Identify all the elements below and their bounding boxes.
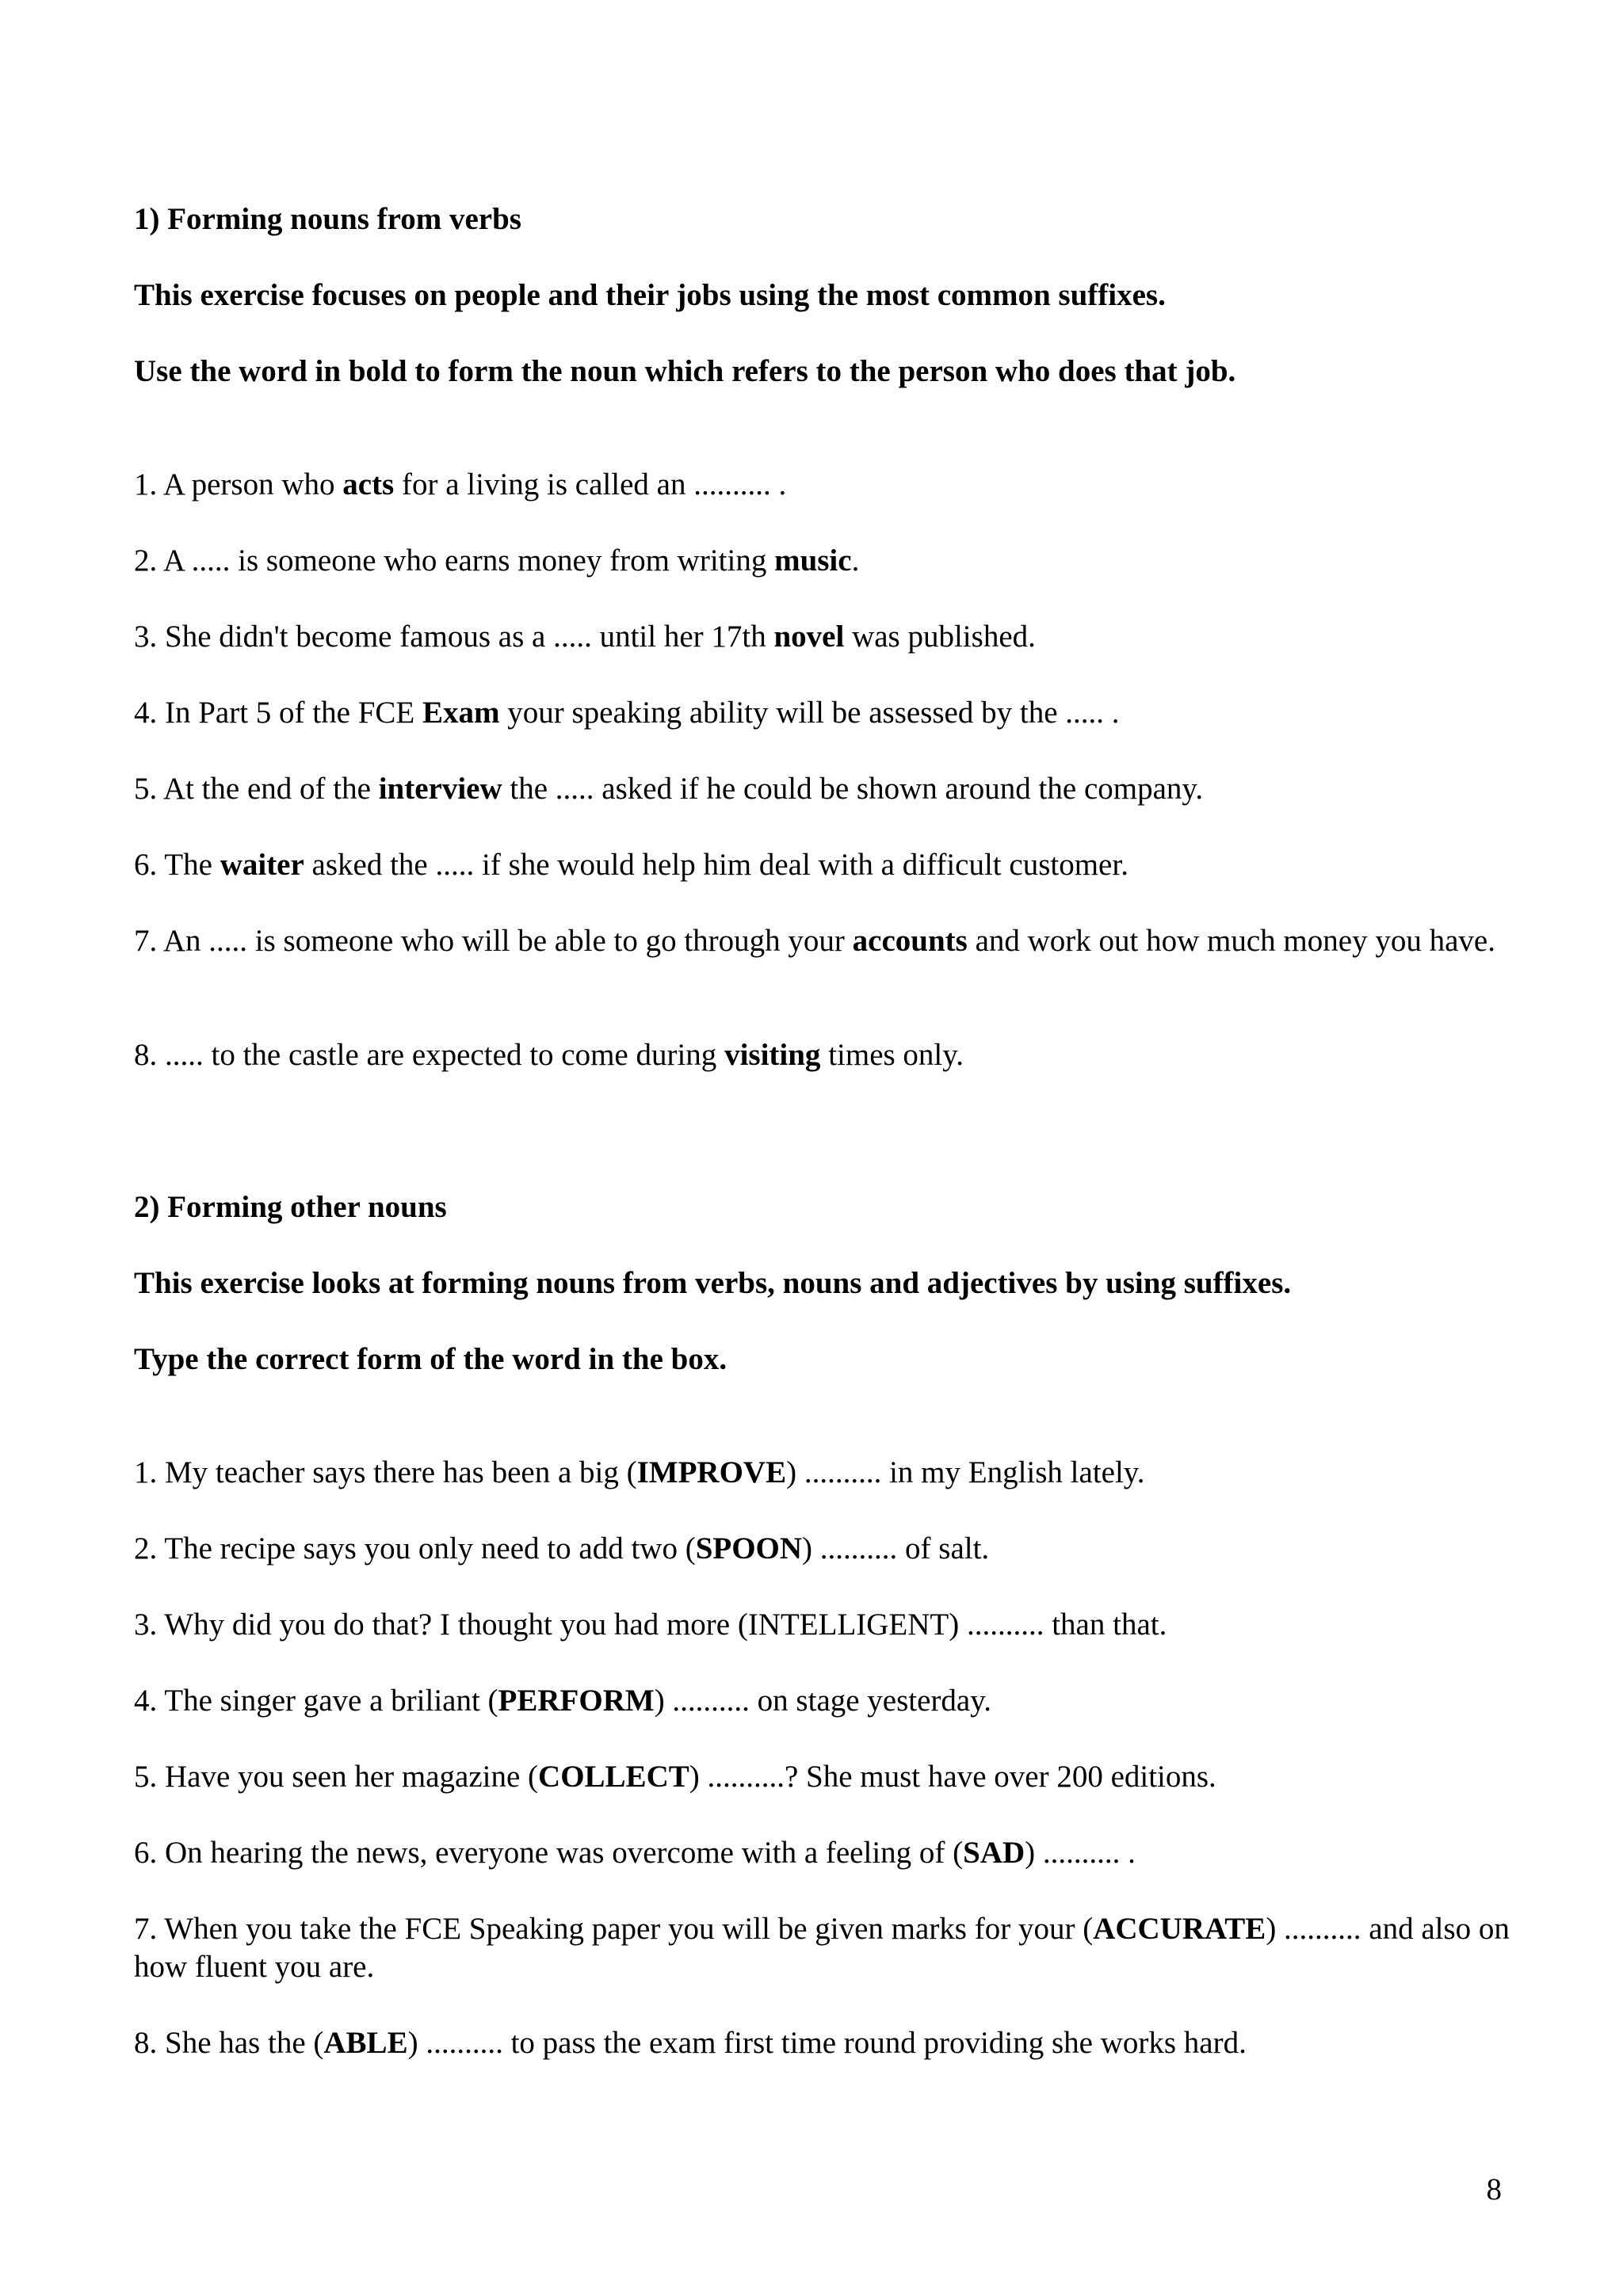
section1-item-4: 4. In Part 5 of the FCE Exam your speaking ability will be assessed by the ..... . bbox=[134, 696, 1120, 730]
section2-item-3: 3. Why did you do that? I thought you had more (INTELLIGENT) .......... than that. bbox=[134, 1608, 1167, 1642]
section2-instruction-2: Type the correct form of the word in the box. bbox=[134, 1342, 727, 1376]
section2-heading: 2) Forming other nouns bbox=[134, 1190, 447, 1224]
section1-item-6: 6. The waiter asked the ..... if she would help him deal with a difficult customer. bbox=[134, 848, 1128, 882]
section1-item-7: 7. An ..... is someone who will be able to go through your accounts and work out how much money you have. bbox=[134, 924, 1495, 958]
section2-item-5: 5. Have you seen her magazine (COLLECT) ..........? She must have over 200 editions. bbox=[134, 1760, 1216, 1794]
section2-item-2: 2. The recipe says you only need to add two (SPOON) .......... of salt. bbox=[134, 1531, 990, 1566]
page-number: 8 bbox=[1486, 2172, 1502, 2206]
section2-item-6: 6. On hearing the news, everyone was overcome with a feeling of (SAD) .......... . bbox=[134, 1836, 1136, 1870]
section1-item-8: 8. ..... to the castle are expected to come during visiting times only. bbox=[134, 1038, 964, 1072]
section2-item-1: 1. My teacher says there has been a big (IMPROVE) .......... in my English lately. bbox=[134, 1455, 1145, 1489]
section1-item-3: 3. She didn't become famous as a ..... until her 17th novel was published. bbox=[134, 620, 1036, 654]
section1-instruction-1: This exercise focuses on people and their jobs using the most common suffixes. bbox=[134, 278, 1166, 312]
section2-item-8: 8. She has the (ABLE) .......... to pass the exam first time round providing she works hard. bbox=[134, 2026, 1247, 2060]
section2-item-4: 4. The singer gave a briliant (PERFORM) .......... on stage yesterday. bbox=[134, 1684, 991, 1718]
section1-item-5: 5. At the end of the interview the ..... asked if he could be shown around the company. bbox=[134, 772, 1204, 806]
section1-item-1: 1. A person who acts for a living is called an .......... . bbox=[134, 467, 787, 502]
section1-heading: 1) Forming nouns from verbs bbox=[134, 202, 521, 236]
section1-instruction-2: Use the word in bold to form the noun which refers to the person who does that job. bbox=[134, 354, 1236, 388]
section2-instruction-1: This exercise looks at forming nouns from verbs, nouns and adjectives by using suffixes. bbox=[134, 1266, 1292, 1300]
section2-item-7: 7. When you take the FCE Speaking paper you will be given marks for your (ACCURATE) .......... and also on how fluent you are. bbox=[134, 1912, 1510, 1984]
section1-item-2: 2. A ..... is someone who earns money from writing music. bbox=[134, 543, 860, 578]
